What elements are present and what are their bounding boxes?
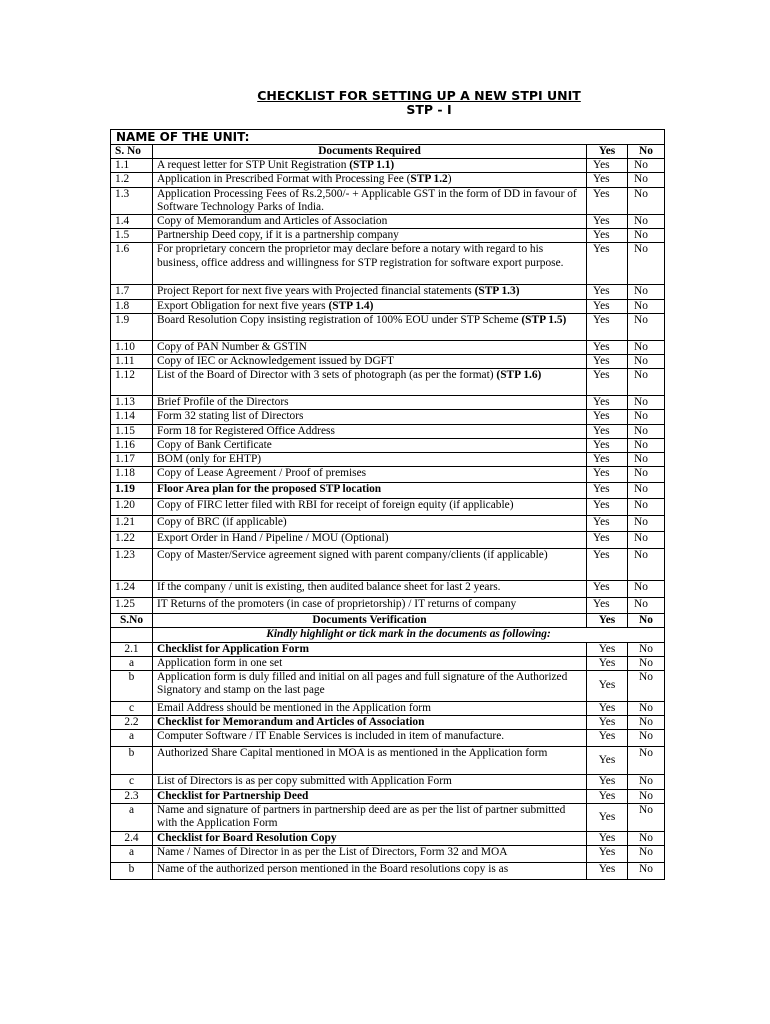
row-document-text: IT Returns of the promoters (in case of proprietorship) / IT returns of company <box>157 598 517 611</box>
row-document-text: List of the Board of Director with 3 sets of photograph (as per the format) <box>157 369 497 382</box>
row-form-reference: (STP 1.6) <box>496 369 542 382</box>
verification-header-sno: S.No <box>111 614 153 628</box>
row-no: No <box>628 516 665 532</box>
verification-header-no: No <box>628 614 665 628</box>
verification-text: Computer Software / IT Enable Services is included in item of manufacture. <box>153 730 587 747</box>
verification-text: Checklist for Application Form <box>153 642 587 656</box>
table-row <box>111 313 665 340</box>
row-document-text: Board Resolution Copy insisting registration of 100% EOU under STP Scheme <box>157 313 522 326</box>
verification-sno: b <box>111 671 153 702</box>
row-document <box>153 229 587 243</box>
verification-sno: c <box>111 702 153 716</box>
row-no: No <box>628 410 665 424</box>
row-no: No <box>628 532 665 549</box>
row-yes: Yes <box>587 581 628 598</box>
verification-text: Authorized Share Capital mentioned in MOA is as mentioned in the Application form <box>153 747 587 775</box>
unit-name-label: NAME OF THE UNIT: <box>111 130 665 145</box>
verification-sno: 2.4 <box>111 831 153 845</box>
row-yes: Yes <box>587 424 628 438</box>
row-document <box>153 173 587 187</box>
row-no: No <box>628 424 665 438</box>
verification-sno: c <box>111 775 153 789</box>
verification-header-documents: Documents Verification <box>153 614 587 628</box>
row-no: No <box>628 438 665 452</box>
table-row <box>111 581 665 598</box>
row-no: No <box>628 340 665 354</box>
row-sno: 1.11 <box>111 355 153 369</box>
table-row <box>111 516 665 532</box>
row-document <box>153 598 587 614</box>
verification-row <box>111 702 665 716</box>
row-yes: Yes <box>587 299 628 313</box>
verification-no: No <box>628 642 665 656</box>
header-yes: Yes <box>587 145 628 159</box>
row-no: No <box>628 299 665 313</box>
header-documents: Documents Required <box>153 145 587 159</box>
row-sno: 1.25 <box>111 598 153 614</box>
row-no: No <box>628 453 665 467</box>
verification-yes: Yes <box>587 831 628 845</box>
table-row <box>111 499 665 516</box>
row-document-text: Application Processing Fees of Rs.2,500/- + Applicable GST in the form of DD in favour of Software Technology Parks of India. <box>157 187 577 213</box>
row-sno: 1.20 <box>111 499 153 516</box>
verification-row <box>111 863 665 880</box>
row-sno: 1.7 <box>111 285 153 299</box>
table-row <box>111 598 665 614</box>
checklist-table <box>110 129 665 880</box>
document-subtitle: STP - I <box>406 102 452 117</box>
verification-no: No <box>628 656 665 670</box>
table-row <box>111 467 665 483</box>
row-document <box>153 453 587 467</box>
row-yes: Yes <box>587 159 628 173</box>
row-document-text: Copy of Master/Service agreement signed with parent company/clients (if applicable) <box>157 549 548 562</box>
row-yes: Yes <box>587 467 628 483</box>
verification-sno: 2.1 <box>111 642 153 656</box>
verification-sno: a <box>111 656 153 670</box>
row-yes: Yes <box>587 285 628 299</box>
row-document-text: Copy of PAN Number & GSTIN <box>157 340 307 353</box>
table-row <box>111 438 665 452</box>
table-row <box>111 229 665 243</box>
row-sno: 1.9 <box>111 313 153 340</box>
verification-yes: Yes <box>587 789 628 803</box>
verification-sno: a <box>111 846 153 863</box>
verification-yes: Yes <box>587 702 628 716</box>
row-form-reference: (STP 1.5) <box>521 313 567 326</box>
row-no: No <box>628 598 665 614</box>
row-sno: 1.19 <box>111 483 153 499</box>
verification-sno: a <box>111 730 153 747</box>
row-sno: 1.17 <box>111 453 153 467</box>
table-row <box>111 215 665 229</box>
row-document <box>153 355 587 369</box>
table-row <box>111 243 665 285</box>
row-document-text: Application in Prescribed Format with Processing Fee ( <box>157 173 411 186</box>
verification-text: Application form is duly filled and initial on all pages and full signature of the Authorized Signatory and stamp on the last page <box>153 671 587 702</box>
row-no: No <box>628 159 665 173</box>
row-document-text: Export Order in Hand / Pipeline / MOU (Optional) <box>157 532 389 545</box>
table-row <box>111 396 665 410</box>
verification-header-row <box>111 614 665 628</box>
row-document-text: For proprietary concern the proprietor may declare before a notary with regard to his business, office address and willingness for STP registration for software export purpose. <box>157 243 564 269</box>
row-document <box>153 499 587 516</box>
verification-no: No <box>628 789 665 803</box>
verification-no: No <box>628 831 665 845</box>
row-yes: Yes <box>587 438 628 452</box>
table-row <box>111 285 665 299</box>
table-row <box>111 532 665 549</box>
row-sno: 1.21 <box>111 516 153 532</box>
table-row <box>111 159 665 173</box>
row-sno: 1.15 <box>111 424 153 438</box>
verification-row <box>111 775 665 789</box>
verification-header-yes: Yes <box>587 614 628 628</box>
row-document-text: Copy of Bank Certificate <box>157 438 272 451</box>
table-row <box>111 453 665 467</box>
row-document-suffix: ) <box>447 173 452 186</box>
row-yes: Yes <box>587 453 628 467</box>
row-no: No <box>628 483 665 499</box>
verification-yes: Yes <box>587 730 628 747</box>
verification-sno: b <box>111 863 153 880</box>
row-yes: Yes <box>587 598 628 614</box>
row-document-text: BOM (only for EHTP) <box>157 453 262 466</box>
row-no: No <box>628 187 665 214</box>
row-sno: 1.12 <box>111 369 153 396</box>
row-document <box>153 549 587 581</box>
row-sno: 1.4 <box>111 215 153 229</box>
row-document <box>153 483 587 499</box>
row-sno: 1.3 <box>111 187 153 214</box>
verification-text: Name and signature of partners in partnership deed are as per the list of partner submitted with the Application Form <box>153 803 587 831</box>
verification-yes: Yes <box>587 642 628 656</box>
row-sno: 1.16 <box>111 438 153 452</box>
row-document-text: A request letter for STP Unit Registration <box>157 159 350 172</box>
row-no: No <box>628 285 665 299</box>
header-no: No <box>628 145 665 159</box>
row-yes: Yes <box>587 340 628 354</box>
row-document <box>153 467 587 483</box>
verification-sno: a <box>111 803 153 831</box>
row-document-text: Export Obligation for next five years <box>157 299 329 312</box>
table-row <box>111 340 665 354</box>
table-row <box>111 483 665 499</box>
verification-text: Checklist for Board Resolution Copy <box>153 831 587 845</box>
row-no: No <box>628 313 665 340</box>
row-yes: Yes <box>587 229 628 243</box>
row-document-text: Copy of Lease Agreement / Proof of premises <box>157 467 367 480</box>
verification-sno: 2.2 <box>111 716 153 730</box>
verification-text: Checklist for Partnership Deed <box>153 789 587 803</box>
verification-note: Kindly highlight or tick mark in the documents as following: <box>153 628 665 642</box>
row-sno: 1.8 <box>111 299 153 313</box>
row-no: No <box>628 173 665 187</box>
row-sno: 1.23 <box>111 549 153 581</box>
row-document-text: Partnership Deed copy, if it is a partnership company <box>157 229 399 242</box>
verification-yes: Yes <box>587 671 628 702</box>
row-document-text: Brief Profile of the Directors <box>157 396 289 409</box>
row-no: No <box>628 369 665 396</box>
row-no: No <box>628 581 665 598</box>
row-yes: Yes <box>587 483 628 499</box>
row-no: No <box>628 467 665 483</box>
row-sno: 1.14 <box>111 410 153 424</box>
verification-section-row <box>111 642 665 656</box>
verification-row <box>111 671 665 702</box>
row-yes: Yes <box>587 215 628 229</box>
row-form-reference: (STP 1.4) <box>328 299 374 312</box>
verification-row <box>111 656 665 670</box>
row-sno: 1.22 <box>111 532 153 549</box>
row-document <box>153 410 587 424</box>
verification-note-spacer <box>111 628 153 642</box>
table-row <box>111 369 665 396</box>
verification-note-row <box>111 628 665 642</box>
row-yes: Yes <box>587 532 628 549</box>
row-sno: 1.18 <box>111 467 153 483</box>
row-document <box>153 581 587 598</box>
row-document-text: Project Report for next five years with Projected financial statements <box>157 285 475 298</box>
row-no: No <box>628 229 665 243</box>
table-row <box>111 173 665 187</box>
row-document-text: Form 32 stating list of Directors <box>157 410 304 423</box>
row-sno: 1.1 <box>111 159 153 173</box>
verification-row <box>111 803 665 831</box>
verification-row <box>111 730 665 747</box>
row-no: No <box>628 396 665 410</box>
row-sno: 1.10 <box>111 340 153 354</box>
row-yes: Yes <box>587 355 628 369</box>
verification-no: No <box>628 846 665 863</box>
verification-yes: Yes <box>587 656 628 670</box>
verification-yes: Yes <box>587 747 628 775</box>
row-no: No <box>628 355 665 369</box>
verification-section-row <box>111 831 665 845</box>
row-sno: 1.2 <box>111 173 153 187</box>
row-sno: 1.13 <box>111 396 153 410</box>
table-row <box>111 355 665 369</box>
row-document <box>153 313 587 340</box>
row-document-text: Copy of IEC or Acknowledgement issued by DGFT <box>157 355 394 368</box>
row-document-text: Copy of Memorandum and Articles of Association <box>157 215 388 228</box>
verification-no: No <box>628 702 665 716</box>
verification-section-row <box>111 716 665 730</box>
document-title: CHECKLIST FOR SETTING UP A NEW STPI UNIT <box>257 88 581 103</box>
verification-no: No <box>628 863 665 880</box>
verification-text: Name / Names of Director in as per the List of Directors, Form 32 and MOA <box>153 846 587 863</box>
row-document <box>153 243 587 285</box>
row-sno: 1.5 <box>111 229 153 243</box>
row-document <box>153 299 587 313</box>
row-yes: Yes <box>587 187 628 214</box>
row-document <box>153 340 587 354</box>
verification-text: Email Address should be mentioned in the Application form <box>153 702 587 716</box>
row-form-reference: STP 1.2 <box>410 173 448 186</box>
row-yes: Yes <box>587 410 628 424</box>
header-sno: S. No <box>111 145 153 159</box>
row-document <box>153 215 587 229</box>
verification-no: No <box>628 716 665 730</box>
table-header-row <box>111 145 665 159</box>
verification-text: Application form in one set <box>153 656 587 670</box>
table-row <box>111 549 665 581</box>
row-form-reference: (STP 1.1) <box>349 159 395 172</box>
verification-sno: 2.3 <box>111 789 153 803</box>
row-no: No <box>628 549 665 581</box>
row-document <box>153 159 587 173</box>
row-yes: Yes <box>587 516 628 532</box>
row-sno: 1.6 <box>111 243 153 285</box>
verification-no: No <box>628 803 665 831</box>
verification-yes: Yes <box>587 716 628 730</box>
row-yes: Yes <box>587 396 628 410</box>
row-document <box>153 424 587 438</box>
row-no: No <box>628 215 665 229</box>
verification-text: List of Directors is as per copy submitted with Application Form <box>153 775 587 789</box>
unit-name-row <box>111 130 665 145</box>
verification-yes: Yes <box>587 775 628 789</box>
row-no: No <box>628 243 665 285</box>
row-document <box>153 187 587 214</box>
verification-no: No <box>628 775 665 789</box>
table-row <box>111 187 665 214</box>
verification-text: Checklist for Memorandum and Articles of Association <box>153 716 587 730</box>
verification-section-row <box>111 789 665 803</box>
row-yes: Yes <box>587 369 628 396</box>
row-document <box>153 285 587 299</box>
table-row <box>111 299 665 313</box>
row-document-text: Form 18 for Registered Office Address <box>157 424 335 437</box>
row-form-reference: (STP 1.3) <box>474 285 520 298</box>
row-yes: Yes <box>587 549 628 581</box>
row-document <box>153 532 587 549</box>
verification-no: No <box>628 671 665 702</box>
row-form-reference: Floor Area plan for the proposed STP location <box>157 483 382 496</box>
row-document <box>153 516 587 532</box>
row-document <box>153 438 587 452</box>
verification-yes: Yes <box>587 863 628 880</box>
row-yes: Yes <box>587 173 628 187</box>
row-document-text: If the company / unit is existing, then audited balance sheet for last 2 years. <box>157 581 501 594</box>
verification-yes: Yes <box>587 803 628 831</box>
verification-row <box>111 846 665 863</box>
verification-no: No <box>628 747 665 775</box>
row-sno: 1.24 <box>111 581 153 598</box>
table-row <box>111 424 665 438</box>
row-document-text: Copy of FIRC letter filed with RBI for receipt of foreign equity (if applicable) <box>157 499 514 512</box>
verification-sno: b <box>111 747 153 775</box>
verification-yes: Yes <box>587 846 628 863</box>
verification-text: Name of the authorized person mentioned in the Board resolutions copy is as <box>153 863 587 880</box>
verification-no: No <box>628 730 665 747</box>
row-document <box>153 369 587 396</box>
row-yes: Yes <box>587 499 628 516</box>
row-yes: Yes <box>587 313 628 340</box>
row-document-text: Copy of BRC (if applicable) <box>157 516 287 529</box>
verification-row <box>111 747 665 775</box>
table-row <box>111 410 665 424</box>
row-no: No <box>628 499 665 516</box>
row-document <box>153 396 587 410</box>
row-yes: Yes <box>587 243 628 285</box>
